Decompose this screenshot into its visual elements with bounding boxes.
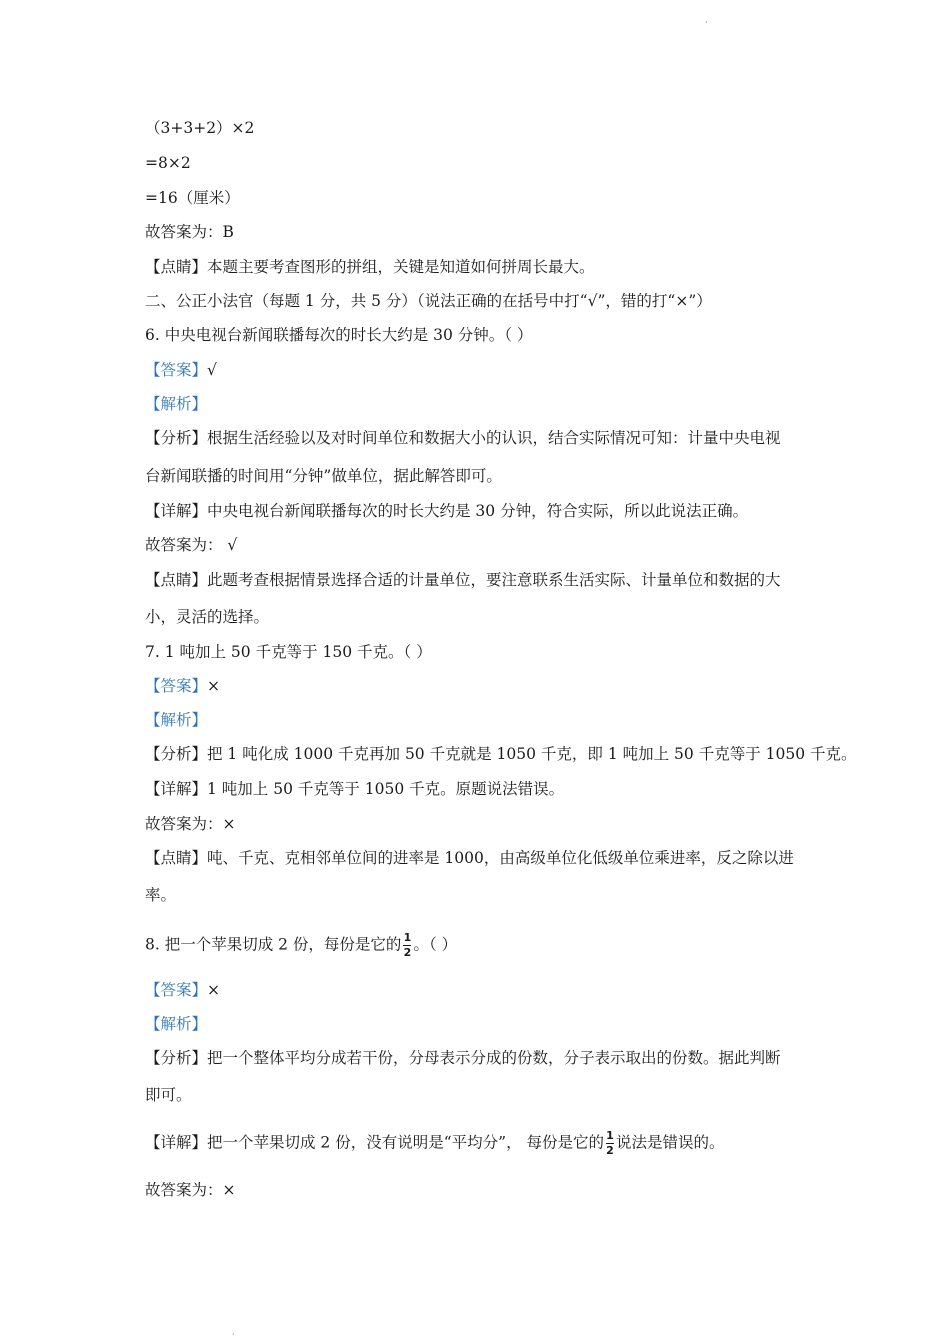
- text-line: [145, 535, 237, 555]
- text-line: [145, 466, 502, 486]
- q8-jiexi-label: 【解析】: [145, 1015, 208, 1033]
- line-text: 故答案为： √: [145, 536, 238, 554]
- line-text: ×: [207, 677, 221, 695]
- q8-detail-tail: 说法是错误的。: [616, 1133, 725, 1152]
- fraction-half: [606, 1130, 614, 1157]
- line-text: 【点睛】本题主要考查图形的拼组，关键是知道如何拼周长最大。: [145, 258, 595, 276]
- fraction-half: [403, 932, 411, 959]
- line-text: 【点睛】此题考查根据情景选择合适的计量单位，要注意联系生活实际、计量单位和数据的大: [145, 571, 781, 589]
- q8-detail: [145, 1130, 725, 1157]
- text-line: [145, 257, 595, 277]
- answer-label: 【答案】: [145, 981, 208, 999]
- text-line: [145, 710, 207, 730]
- text-line: [145, 291, 712, 311]
- line-text: 率。: [145, 886, 177, 904]
- header-dot: ·: [705, 18, 708, 27]
- text-line: [145, 848, 794, 868]
- text-line: [145, 118, 254, 138]
- text-line: [145, 428, 781, 448]
- line-text: 【点睛】吨、千克、克相邻单位间的进率是 1000，由高级单位化低级单位乘进率，反之除以进: [145, 849, 794, 867]
- line-text: 小，灵活的选择。: [145, 608, 270, 626]
- text-line: [145, 885, 176, 905]
- q8-analysis-1: 【分析】把一个整体平均分成若干份，分母表示分成的份数，分子表示取出的份数。据此判断: [145, 1049, 781, 1067]
- line-text: 【详解】1 吨加上 50 千克等于 1050 千克。原题说法错误。: [145, 780, 565, 798]
- text-line: [145, 325, 532, 345]
- line-text: √: [207, 361, 217, 379]
- text-line: [145, 814, 236, 834]
- q8-detail-text: 【详解】把一个苹果切成 2 份，没有说明是“平均分”， 每份是它的: [145, 1133, 604, 1152]
- line-text: 故答案为：B: [145, 223, 234, 241]
- question-8: [145, 932, 457, 959]
- q8-tail: 。（ ）: [413, 935, 458, 954]
- line-text: 故答案为：×: [145, 815, 236, 833]
- text-line: [145, 222, 234, 242]
- q8-text: 8. 把一个苹果切成 2 份，每份是它的: [145, 935, 402, 954]
- line-text: （3+3+2）×2: [145, 119, 255, 137]
- line-text: 【分析】根据生活经验以及对时间单位和数据大小的认识，结合实际情况可知：计量中央电视: [145, 429, 781, 447]
- q8-final-answer: 故答案为：×: [145, 1181, 236, 1199]
- line-text: 台新闻联播的时间用“分钟”做单位，据此解答即可。: [145, 467, 502, 485]
- line-text: 二、公正小法官（每题 1 分，共 5 分）（说法正确的在括号中打“√”，错的打“×”）: [145, 292, 712, 310]
- text-line: [145, 153, 191, 173]
- text-line: [145, 642, 432, 662]
- section-label: 【答案】: [145, 361, 208, 379]
- section-label: 【解析】: [145, 711, 208, 729]
- line-text: 7. 1 吨加上 50 千克等于 150 千克。（ ）: [145, 643, 432, 661]
- section-label: 【解析】: [145, 395, 208, 413]
- q8-answer-line: [145, 980, 220, 1000]
- section-label: 【答案】: [145, 677, 208, 695]
- footer-dot: ·: [232, 1330, 235, 1339]
- text-line: [145, 779, 564, 799]
- line-text: 6. 中央电视台新闻联播每次的时长大约是 30 分钟。（ ）: [145, 326, 533, 344]
- text-line: [145, 394, 207, 414]
- line-text: 【详解】中央电视台新闻联播每次的时长大约是 30 分钟，符合实际，所以此说法正确。: [145, 502, 749, 520]
- text-line: [145, 501, 748, 521]
- text-line: [145, 188, 240, 208]
- text-line: [145, 744, 857, 764]
- text-line: [145, 607, 269, 627]
- numerator: 1: [403, 931, 412, 944]
- numerator: 1: [606, 1129, 614, 1142]
- text-line: [145, 360, 217, 380]
- line-text: 【分析】把 1 吨化成 1000 千克再加 50 千克就是 1050 千克，即 1 吨加上 50 千克等于 1050 千克。: [145, 745, 857, 763]
- denominator: 2: [606, 1144, 614, 1157]
- text-line: [145, 570, 781, 590]
- line-text: =8×2: [145, 154, 191, 172]
- denominator: 2: [403, 946, 412, 959]
- line-text: =16（厘米）: [145, 189, 240, 207]
- q8-analysis-2: 即可。: [145, 1086, 192, 1104]
- text-line: [145, 676, 220, 696]
- answer-value: ×: [207, 981, 221, 999]
